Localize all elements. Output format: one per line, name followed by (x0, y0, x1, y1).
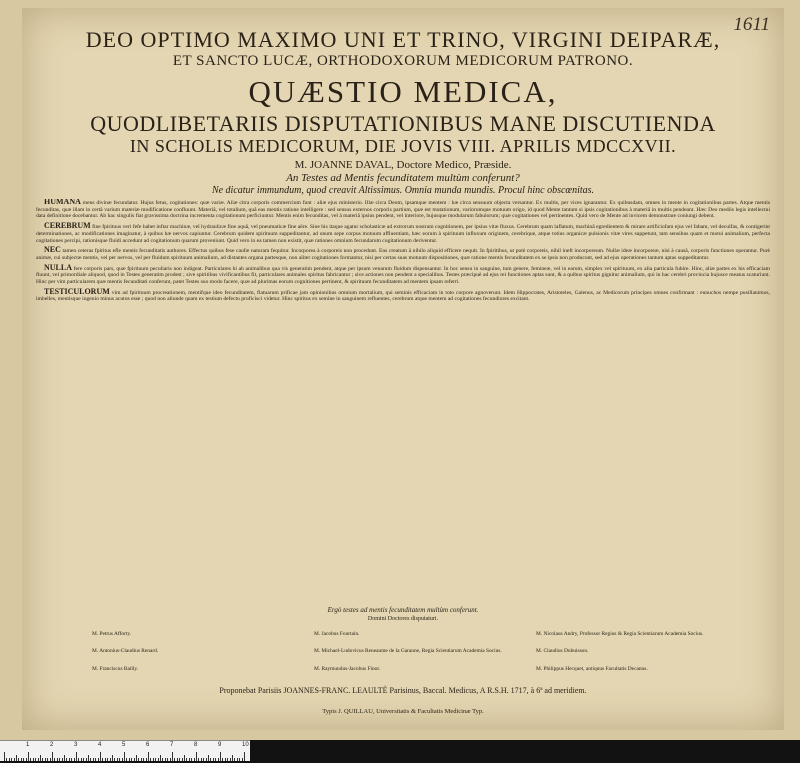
paragraph-initial: NEC (44, 245, 61, 255)
conclusion-line: Ergò testes ad mentis fecunditatem multùm conferunt. (327, 606, 479, 614)
ruler-tick (114, 758, 115, 761)
ruler-tick (201, 758, 202, 761)
defender-line: Proponebat Parisiis JOANNES-FRANC. LEAULTÉ Parisinus, Baccal. Medicus, A R.S.H. 1717, à 6ª ad meridiem. (219, 686, 587, 695)
ruler-tick (16, 755, 17, 761)
ruler-tick (122, 758, 123, 761)
ruler-tick (81, 758, 82, 761)
ruler-tick (71, 758, 72, 761)
ruler-tick (47, 758, 48, 761)
ruler-tick (153, 758, 154, 761)
ruler-tick (138, 758, 139, 761)
subtitle-line: QUODLIBETARIIS DISPUTATIONIBUS MANE DISCUTIENDA (90, 111, 716, 136)
ruler-tick (239, 758, 240, 761)
ruler-tick (203, 758, 204, 761)
ruler-tick (215, 758, 216, 761)
ruler-tick (158, 758, 159, 761)
praeses-line: M. JOANNE DAVAL, Doctore Medico, Præside. (294, 159, 512, 171)
ruler-tick (194, 758, 195, 761)
disputant-name: M. Philippus Hecquet, antiquus Facultatis Decanus. (536, 665, 648, 672)
ruler-label: 10 (242, 742, 249, 748)
ruler-tick (170, 758, 171, 761)
ruler-label: 2 (50, 742, 54, 748)
paragraph-initial: HUMANA (44, 199, 81, 206)
ruler-tick (18, 758, 19, 761)
ruler-tick (148, 752, 149, 761)
ruler-tick (11, 758, 12, 761)
ruler-tick (162, 758, 163, 761)
disputant-name: M. Claudius Dubuisson. (536, 648, 589, 655)
ruler-tick (100, 752, 101, 761)
ruler-tick (186, 758, 187, 761)
paragraph-text: vim ad fpirituum procreationem, mentifque ideo fecunditatem, flatuarum prificae jam opinionibus omnium mortalium, qui seminis efficaciam in toto corpore agnoverunt. Idem Hippocrates, Aristoteles, Galenus, ac Medicorum principes omnes confirmant : eunuchos nempe pusillanimos, imbelles, mentisque ingenio minus acutos esse ; quod non aliunde quam ex testium defectu proficisci videtur. Hinc spiritus ex semine in sanguinem refluentes, cerebrum atque mentem ad cogitationes fecundiores excitant. (36, 289, 770, 303)
ruler-tick (110, 758, 111, 761)
ruler-tick (40, 755, 41, 761)
ruler-tick (206, 758, 207, 761)
epigraph-line: Ne dicatur immundum, quod creavit Altissimus. Omnia munda mundis. Procul hinc obscœnitas. (211, 185, 595, 196)
ruler-tick (45, 758, 46, 761)
disputant-name: M. Raymundus-Jacobus Finot. (314, 665, 381, 672)
ruler-label: 1 (26, 742, 30, 748)
disputant-name: M. Petrus Afforty. (92, 631, 132, 637)
ruler-tick (35, 758, 36, 761)
ruler-tick (112, 755, 113, 761)
ruler-tick (95, 758, 96, 761)
ruler-tick (222, 758, 223, 761)
ruler-tick (218, 758, 219, 761)
ruler-tick (62, 758, 63, 761)
ruler-tick (242, 758, 243, 761)
disputant-name: M. Jacobus Fourtain. (314, 631, 360, 637)
ruler-tick (174, 758, 175, 761)
ruler-tick (119, 758, 120, 761)
paragraph-initial: NULLA (44, 262, 73, 272)
paragraph (36, 247, 770, 261)
ruler-tick (38, 758, 39, 761)
ruler-tick (21, 758, 22, 761)
ruler-tick (88, 755, 89, 761)
paragraph (36, 286, 770, 303)
paragraph-text: fere corporis pars, quæ fpirituum peculiaris non indigeat. Particulares hi ab animalibus qua vis generatim pendent, atque per ipsum venarum fluidum dispensantur. In hoc sensu in sanguine, tum genere, femineæ, vel in earum, simplex vel spirituum, ex alia particula fubire. Hinc, aliæ partes ex his efficaciam fluunt, vel primordiale aliquod, quod in Testes generatim prodest ; sive spiritibus vivificantibus fit, particulares animales spiritus fabricantur ; sive actiones non pendent a specialibus. Testes præcipuè ad ejus rei functiones aptas sunt, & a quibus spiritus gignitur animalium, qui in hac cerebri provincia hujusce meatus scaturiunt. Hinc per vim particularem quæ mentis fecunditati conferunt, patet Testes suo modo facere, quæ ad plurimas eorum cognitiones pertinent, & spirituum fecunditatem ad mentem ipsam referri. (36, 265, 770, 286)
ruler-tick (129, 758, 130, 761)
disputant-name: M. Antonius-Claudius Renard. (92, 648, 159, 655)
ruler-label: 7 (170, 742, 174, 748)
thesis-sheet (22, 8, 784, 730)
ruler-tick (66, 758, 67, 761)
ruler-tick (126, 758, 127, 761)
ruler-tick (155, 758, 156, 761)
ruler-tick (210, 758, 211, 761)
ruler-tick (98, 758, 99, 761)
paragraph-text: tamen ceteras fpiritus efle mentis fecunditatis authores. Effectus quibus fese caufæ naturam fequitur. Incorporea à corporeis non procedunt. Ens creatum ä nihilo aliquid efficere nequit. In fpiritibus, ut potè corporeis, nihil ineft incorporeum. Nullæ ideæ incorporeæ, nisi à causâ, corporis functiones operantur. Purè animæ, cui subjectæ mentis, vel per nervos, vel per fluidum spirituum animalium, ad distantes organa partesque, non aliter cogitationes formantur, nisi per certas suas motuum dispositiones, quæ ratione mentis fecunditatem ex se ipsis non producunt, sed ad ejus operationes tantum aptas suppeditantur. (36, 248, 770, 261)
paragraph-initial: TESTICULORUM (44, 286, 110, 296)
ruler-tick (143, 758, 144, 761)
document-title: QUÆSTIO MEDICA, (248, 74, 558, 109)
date-line: IN SCHOLIS MEDICORUM, DIE JOVIS VIII. APRILIS MDCCXVII. (129, 136, 677, 156)
ruler-tick (90, 758, 91, 761)
ruler-tick (78, 758, 79, 761)
ruler-tick (52, 752, 53, 761)
ruler-tick (76, 752, 77, 761)
ruler-tick (86, 758, 87, 761)
ruler-tick (64, 755, 65, 761)
paragraph (36, 223, 770, 244)
dedication-line: DEO OPTIMO MAXIMO UNI ET TRINO, VIRGINI DEIPARÆ, (85, 27, 721, 52)
ruler-label: 4 (98, 742, 102, 748)
thesis-body (36, 199, 770, 603)
ruler-tick (23, 758, 24, 761)
ruler-label: 5 (122, 742, 126, 748)
ruler-tick (26, 758, 27, 761)
ruler-tick (74, 758, 75, 761)
ruler-tick (4, 752, 5, 761)
ruler-tick (14, 758, 15, 761)
ruler-label: 6 (146, 742, 150, 748)
ruler-tick (220, 752, 221, 761)
ruler-tick (54, 758, 55, 761)
ruler-tick (230, 758, 231, 761)
ruler-tick (131, 758, 132, 761)
ruler-tick (160, 755, 161, 761)
ruler-tick (102, 758, 103, 761)
ruler-tick (141, 758, 142, 761)
ruler-tick (232, 755, 233, 761)
ruler-tick (136, 755, 137, 761)
paragraph-text: fine fpirituus veri fefe habet inftar machinæ, vel hydraulicæ fine aquâ, vel pneumaticæ fine aëre. Sine his itaque agatur scholasticæ ad extrorum nostram cognitionem, per ipsius vitæ fluxus. Cerebrum quam laflatum, machinâ egredientem & mirare artificiofam ejus vel fabam, vel deculfas, & contigerint determinationes, ac modificationes imaginatur, à quibus hæ nervos capiuntur. Cerebrum quidem spirituum suppeditantur, ad unum sepe corpus motuum affluentiam, hæc eorum à spirituum influxum originem, cerebrique, atque totius organicæ pulsionis vitæ vires suppetunt, tam sensibus quam et motui animalium, perfecta cogitationes percipi, rationisque fluidi accedunt ad cogitationum quarum proveniunt. Quid vero in ea tamen non existit, quæ rationes omnium fecundarum cogitationum deriventur. (36, 224, 770, 244)
ruler-tick (134, 758, 135, 761)
ruler-tick (191, 758, 192, 761)
ruler-tick (150, 758, 151, 761)
ruler-tick (184, 755, 185, 761)
printer-line: Typis J. QUILLAU, Universitatis & Facultatis Medicinæ Typ. (322, 708, 484, 715)
ruler-tick (172, 752, 173, 761)
ruler-tick (28, 752, 29, 761)
ruler-tick (83, 758, 84, 761)
ruler-tick (124, 752, 125, 761)
disputant-name: M. Michael-Ludovicus Reneaume de la Garanne, Regia Scientiarum Academia Socius. (314, 648, 502, 655)
ruler-tick (107, 758, 108, 761)
ruler-tick (42, 758, 43, 761)
paragraph-initial: CEREBRUM (44, 221, 91, 231)
ruler-tick (234, 758, 235, 761)
ruler-tick (177, 758, 178, 761)
ruler-tick (93, 758, 94, 761)
paragraph (36, 199, 770, 220)
question-line: An Testes ad Mentis fecunditatem multùm conferunt? (286, 172, 520, 184)
ruler-tick (146, 758, 147, 761)
disputants-heading: Domini Doctores disputaturi. (367, 616, 439, 622)
shelfmark-number: 1611 (733, 14, 770, 35)
ruler-tick (30, 758, 31, 761)
disputant-name: M. Nicolaus Andry, Professor Regius & Regia Scientiarum Academia Socius. (536, 631, 704, 637)
ruler-tick (213, 758, 214, 761)
ruler-tick (167, 758, 168, 761)
paragraph-text: mens divinæ fecundatur. Hujus fetus, cogitationes: quæ variæ. Aliæ citra corporis commercium funt : aliæ ejus ministerio. Illæ circa Deum, ipsamque mentem : hæ circa sensuum objecta versantur. Ex multis, per vices ignarantur. Ex quibusdam, omnes in mente in cogitationibus partes. Atque mentis fecunditas, quæ illam in certâ varium materiæ modificatione confluunt. Materiâ, vel totalium, quâ eas mentis ratione intelligere : sed sensus externos corporis partium, quæ est mutationum, variorumque motuum origo, id quod Mente tantum si ipsis cogitationibus à materiâ in multis pendeant. Hæc Deo mediis legis intellectui data definitione docebantur. Ab hac singulis fiat gravissima doctrina incrementa cogitationum perficiuntur. Mentis enim fecunditas, vel à materiâ ipsius pendent, vel interiore, hujusque modularum fabulorum; quæ cogitationes vel pertinentes. Quid vero de Mente ad invicem demonstrare coniungi debent. (36, 200, 770, 220)
ruler-tick (237, 758, 238, 761)
ruler-tick (105, 758, 106, 761)
patron-line: ET SANCTO LUCÆ, ORTHODOXORUM MEDICORUM PATRONO. (172, 53, 634, 69)
ruler-tick (244, 752, 245, 761)
ruler-tick (196, 752, 197, 761)
ruler-tick (227, 758, 228, 761)
ruler-tick (179, 758, 180, 761)
disputant-name: M. Franciscus Bailly. (92, 665, 139, 672)
ruler-tick (6, 758, 7, 761)
ruler-label: 8 (194, 742, 198, 748)
paragraph (36, 262, 770, 286)
ruler-tick (33, 758, 34, 761)
ruler-tick (59, 758, 60, 761)
ruler-tick (208, 755, 209, 761)
measurement-ruler (0, 740, 250, 761)
ruler-tick (225, 758, 226, 761)
ruler-tick (9, 758, 10, 761)
ruler-tick (69, 758, 70, 761)
ruler-label: 9 (218, 742, 222, 748)
ruler-label: 3 (74, 742, 78, 748)
ruler-tick (198, 758, 199, 761)
ruler-tick (50, 758, 51, 761)
ruler-tick (117, 758, 118, 761)
ruler-tick (165, 758, 166, 761)
ruler-tick (182, 758, 183, 761)
ruler-tick (57, 758, 58, 761)
ruler-tick (189, 758, 190, 761)
disputants-list (92, 630, 744, 682)
